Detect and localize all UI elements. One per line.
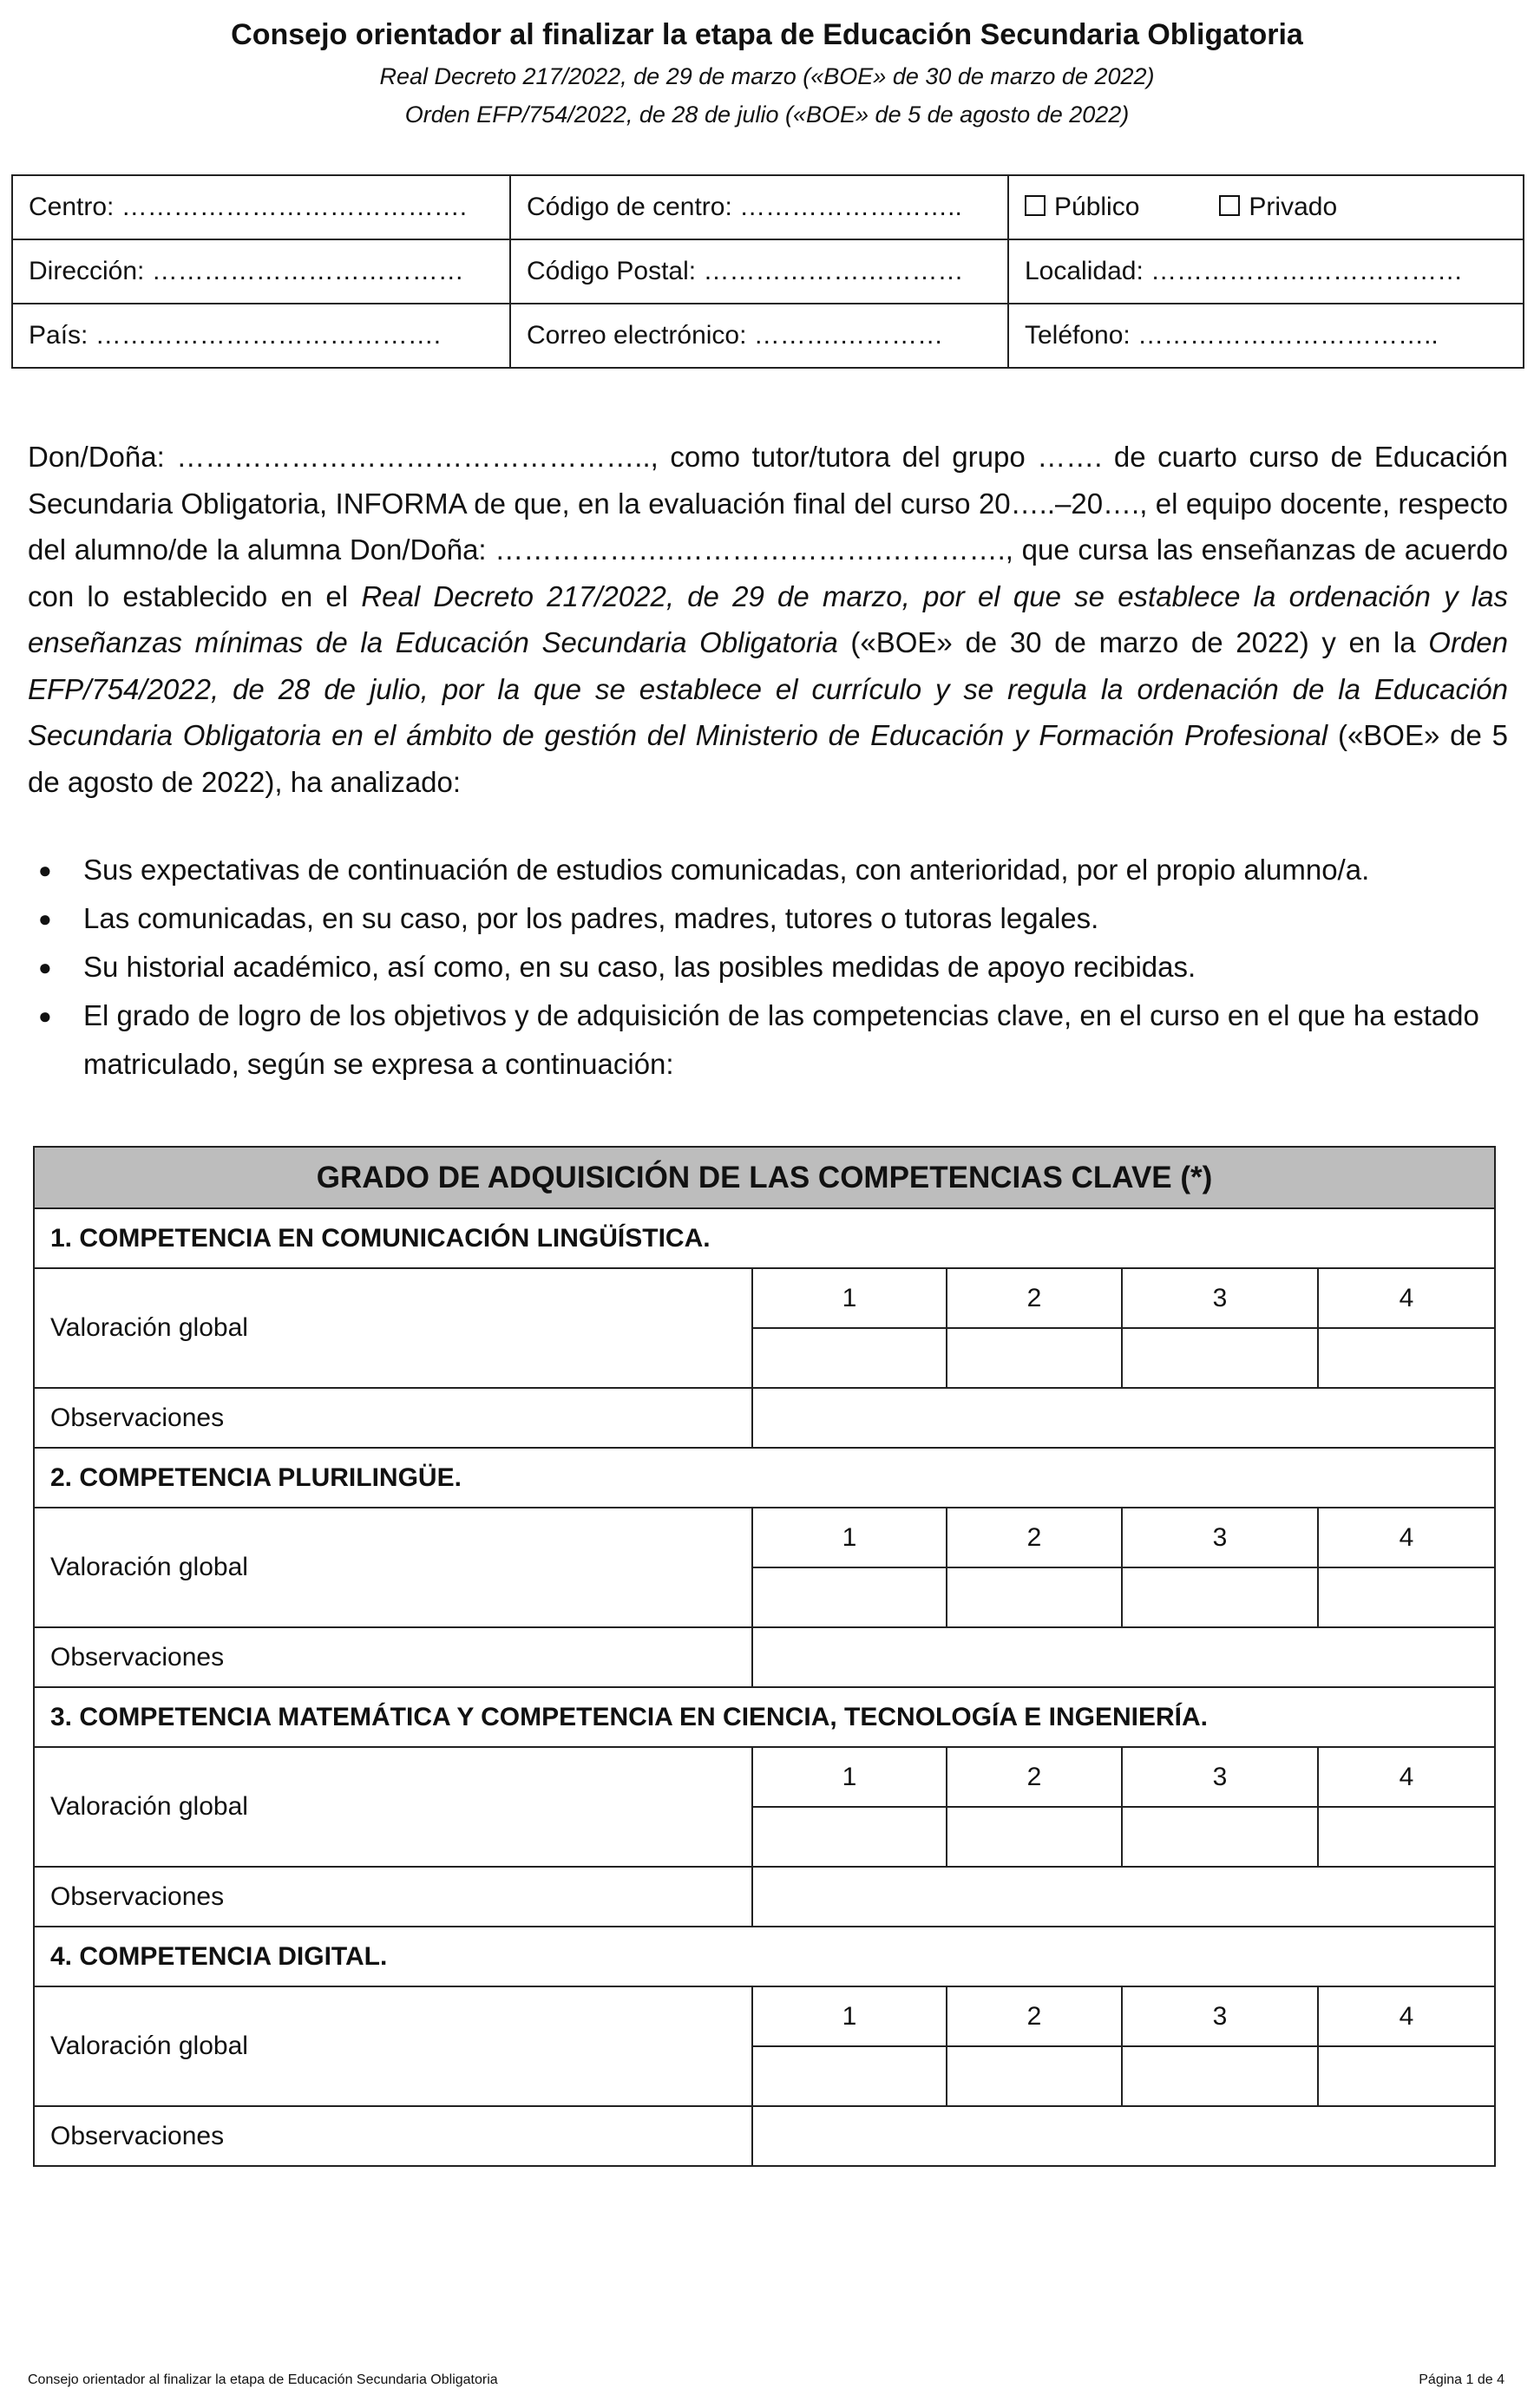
scale-3-cell[interactable] bbox=[1122, 2046, 1318, 2106]
codigo-postal-field[interactable]: Código Postal: ………………………… bbox=[510, 239, 1008, 304]
scale-2-header: 2 bbox=[947, 1508, 1122, 1567]
scale-2-cell[interactable] bbox=[947, 2046, 1122, 2106]
scale-3-header: 3 bbox=[1122, 1986, 1318, 2046]
scale-1-cell[interactable] bbox=[752, 2046, 947, 2106]
direccion-field[interactable]: Dirección: ……………………………… bbox=[12, 239, 510, 304]
privado-label: Privado bbox=[1249, 193, 1338, 221]
competencia-title: 1. COMPETENCIA EN COMUNICACIÓN LINGÜÍSTICA. bbox=[34, 1208, 1495, 1268]
list-item-text: Sus expectativas de continuación de estudios comunicadas, con anterioridad, por el propio alumno/a. bbox=[83, 854, 1370, 886]
observaciones-field[interactable] bbox=[752, 1867, 1495, 1927]
observaciones-label: Observaciones bbox=[34, 2106, 752, 2166]
telefono-field[interactable]: Teléfono: …………………………….. bbox=[1008, 304, 1524, 368]
scale-1-header: 1 bbox=[752, 1268, 947, 1328]
scale-2-header: 2 bbox=[947, 1986, 1122, 2046]
competencia-title: 4. COMPETENCIA DIGITAL. bbox=[34, 1927, 1495, 1986]
scale-4-header: 4 bbox=[1318, 1747, 1495, 1807]
codigo-centro-field[interactable]: Código de centro: …………………….. bbox=[510, 175, 1008, 239]
competencia-title: 2. COMPETENCIA PLURILINGÜE. bbox=[34, 1448, 1495, 1508]
bullet-icon: ● bbox=[38, 1003, 52, 1029]
footer-document-name: Consejo orientador al finalizar la etapa de Educación Secundaria Obligatoria bbox=[28, 2372, 498, 2387]
competencias-heading: GRADO DE ADQUISICIÓN DE LAS COMPETENCIAS CLAVE (*) bbox=[34, 1147, 1495, 1208]
list-item bbox=[28, 991, 1508, 1089]
scale-4-cell[interactable] bbox=[1318, 1567, 1495, 1627]
bullet-icon: ● bbox=[38, 906, 52, 932]
observaciones-label: Observaciones bbox=[34, 1627, 752, 1687]
scale-1-header: 1 bbox=[752, 1747, 947, 1807]
bullet-icon: ● bbox=[38, 857, 52, 883]
intro-text-mid: («BOE» de 30 de marzo de 2022) y en la bbox=[837, 626, 1429, 658]
observaciones-label: Observaciones bbox=[34, 1867, 752, 1927]
scale-2-header: 2 bbox=[947, 1268, 1122, 1328]
publico-label: Público bbox=[1054, 193, 1140, 221]
observaciones-field[interactable] bbox=[752, 2106, 1495, 2166]
scale-1-cell[interactable] bbox=[752, 1328, 947, 1388]
list-item bbox=[28, 894, 1508, 943]
valoracion-global-label: Valoración global bbox=[34, 1268, 752, 1388]
footer-page-number: Página 1 de 4 bbox=[1419, 2372, 1504, 2387]
intro-paragraph bbox=[28, 434, 1508, 805]
scale-1-cell[interactable] bbox=[752, 1567, 947, 1627]
valoracion-global-label: Valoración global bbox=[34, 1508, 752, 1627]
document-subtitle-order: Orden EFP/754/2022, de 28 de julio («BOE» de 5 de agosto de 2022) bbox=[404, 101, 1130, 128]
intro-decree-italic: Real Decreto 217/2022, de 29 de marzo, por el que se establece la ordenación y las enseñanzas mínimas de la Educación Secundaria Obligatoria bbox=[28, 579, 1508, 658]
scale-3-cell[interactable] bbox=[1122, 1807, 1318, 1867]
scale-3-header: 3 bbox=[1122, 1268, 1318, 1328]
document-header bbox=[0, 12, 1534, 134]
scale-4-header: 4 bbox=[1318, 1986, 1495, 2046]
scale-4-header: 4 bbox=[1318, 1268, 1495, 1328]
centro-field[interactable]: Centro: …………………………………. bbox=[12, 175, 510, 239]
bullet-icon: ● bbox=[38, 954, 52, 980]
scale-4-cell[interactable] bbox=[1318, 1328, 1495, 1388]
scale-3-header: 3 bbox=[1122, 1508, 1318, 1567]
scale-2-cell[interactable] bbox=[947, 1328, 1122, 1388]
scale-3-cell[interactable] bbox=[1122, 1328, 1318, 1388]
scale-2-header: 2 bbox=[947, 1747, 1122, 1807]
scale-3-cell[interactable] bbox=[1122, 1567, 1318, 1627]
document-title: Consejo orientador al finalizar la etapa de Educación Secundaria Obligatoria bbox=[231, 18, 1303, 51]
valoracion-global-label: Valoración global bbox=[34, 1747, 752, 1867]
valoracion-global-label: Valoración global bbox=[34, 1986, 752, 2106]
pais-field[interactable]: País: …………………………………. bbox=[12, 304, 510, 368]
scale-4-header: 4 bbox=[1318, 1508, 1495, 1567]
competencia-title: 3. COMPETENCIA MATEMÁTICA Y COMPETENCIA EN CIENCIA, TECNOLOGÍA E INGENIERÍA. bbox=[34, 1687, 1495, 1747]
publico-checkbox[interactable] bbox=[1025, 195, 1046, 216]
scale-1-header: 1 bbox=[752, 1508, 947, 1567]
observaciones-field[interactable] bbox=[752, 1388, 1495, 1448]
competencias-table bbox=[33, 1146, 1496, 2167]
list-item bbox=[28, 846, 1508, 894]
correo-field[interactable]: Correo electrónico: ……….………… bbox=[510, 304, 1008, 368]
list-item-text: Las comunicadas, en su caso, por los padres, madres, tutores o tutoras legales. bbox=[83, 902, 1099, 934]
scale-4-cell[interactable] bbox=[1318, 1807, 1495, 1867]
scale-2-cell[interactable] bbox=[947, 1807, 1122, 1867]
scale-3-header: 3 bbox=[1122, 1747, 1318, 1807]
intro-order-italic: Orden EFP/754/2022, de 28 de julio, por la que se establece el currículo y se regula la ordenación de la Educación Secundaria Obligatoria en el ámbito de gestión del Ministerio de Educación y Formación Profesional bbox=[28, 626, 1508, 751]
list-item-text: El grado de logro de los objetivos y de adquisición de las competencias clave, en el curso en el que ha estado matriculado, según se expresa a continuación: bbox=[83, 999, 1479, 1080]
scale-1-header: 1 bbox=[752, 1986, 947, 2046]
privado-checkbox[interactable] bbox=[1219, 195, 1240, 216]
observaciones-label: Observaciones bbox=[34, 1388, 752, 1448]
school-info-table bbox=[11, 174, 1524, 369]
analysis-bullet-list bbox=[28, 846, 1508, 1089]
intro-text-start: Don/Doña: ………………………………………….., como tutor/tutora del grupo ……. de cuarto curso de Educación Secundaria Obligatoria, INFORMA de que, en la evaluación final del curso 20…..–20…., el equipo docente, respecto del alumno/de la alumna Don/Doña: ……………….………………….…………., que cursa las enseñanzas de acuerdo con lo establecido en el bbox=[28, 441, 1508, 612]
localidad-field[interactable]: Localidad: ……………………………… bbox=[1008, 239, 1524, 304]
list-item-text: Su historial académico, así como, en su caso, las posibles medidas de apoyo recibidas. bbox=[83, 951, 1196, 983]
tipo-centro-options bbox=[1008, 175, 1524, 239]
scale-2-cell[interactable] bbox=[947, 1567, 1122, 1627]
list-item bbox=[28, 943, 1508, 991]
intro-text-end: («BOE» de 5 de agosto de 2022), ha analizado: bbox=[28, 719, 1509, 798]
scale-1-cell[interactable] bbox=[752, 1807, 947, 1867]
document-subtitle-decree: Real Decreto 217/2022, de 29 de marzo («BOE» de 30 de marzo de 2022) bbox=[379, 63, 1155, 89]
scale-4-cell[interactable] bbox=[1318, 2046, 1495, 2106]
observaciones-field[interactable] bbox=[752, 1627, 1495, 1687]
